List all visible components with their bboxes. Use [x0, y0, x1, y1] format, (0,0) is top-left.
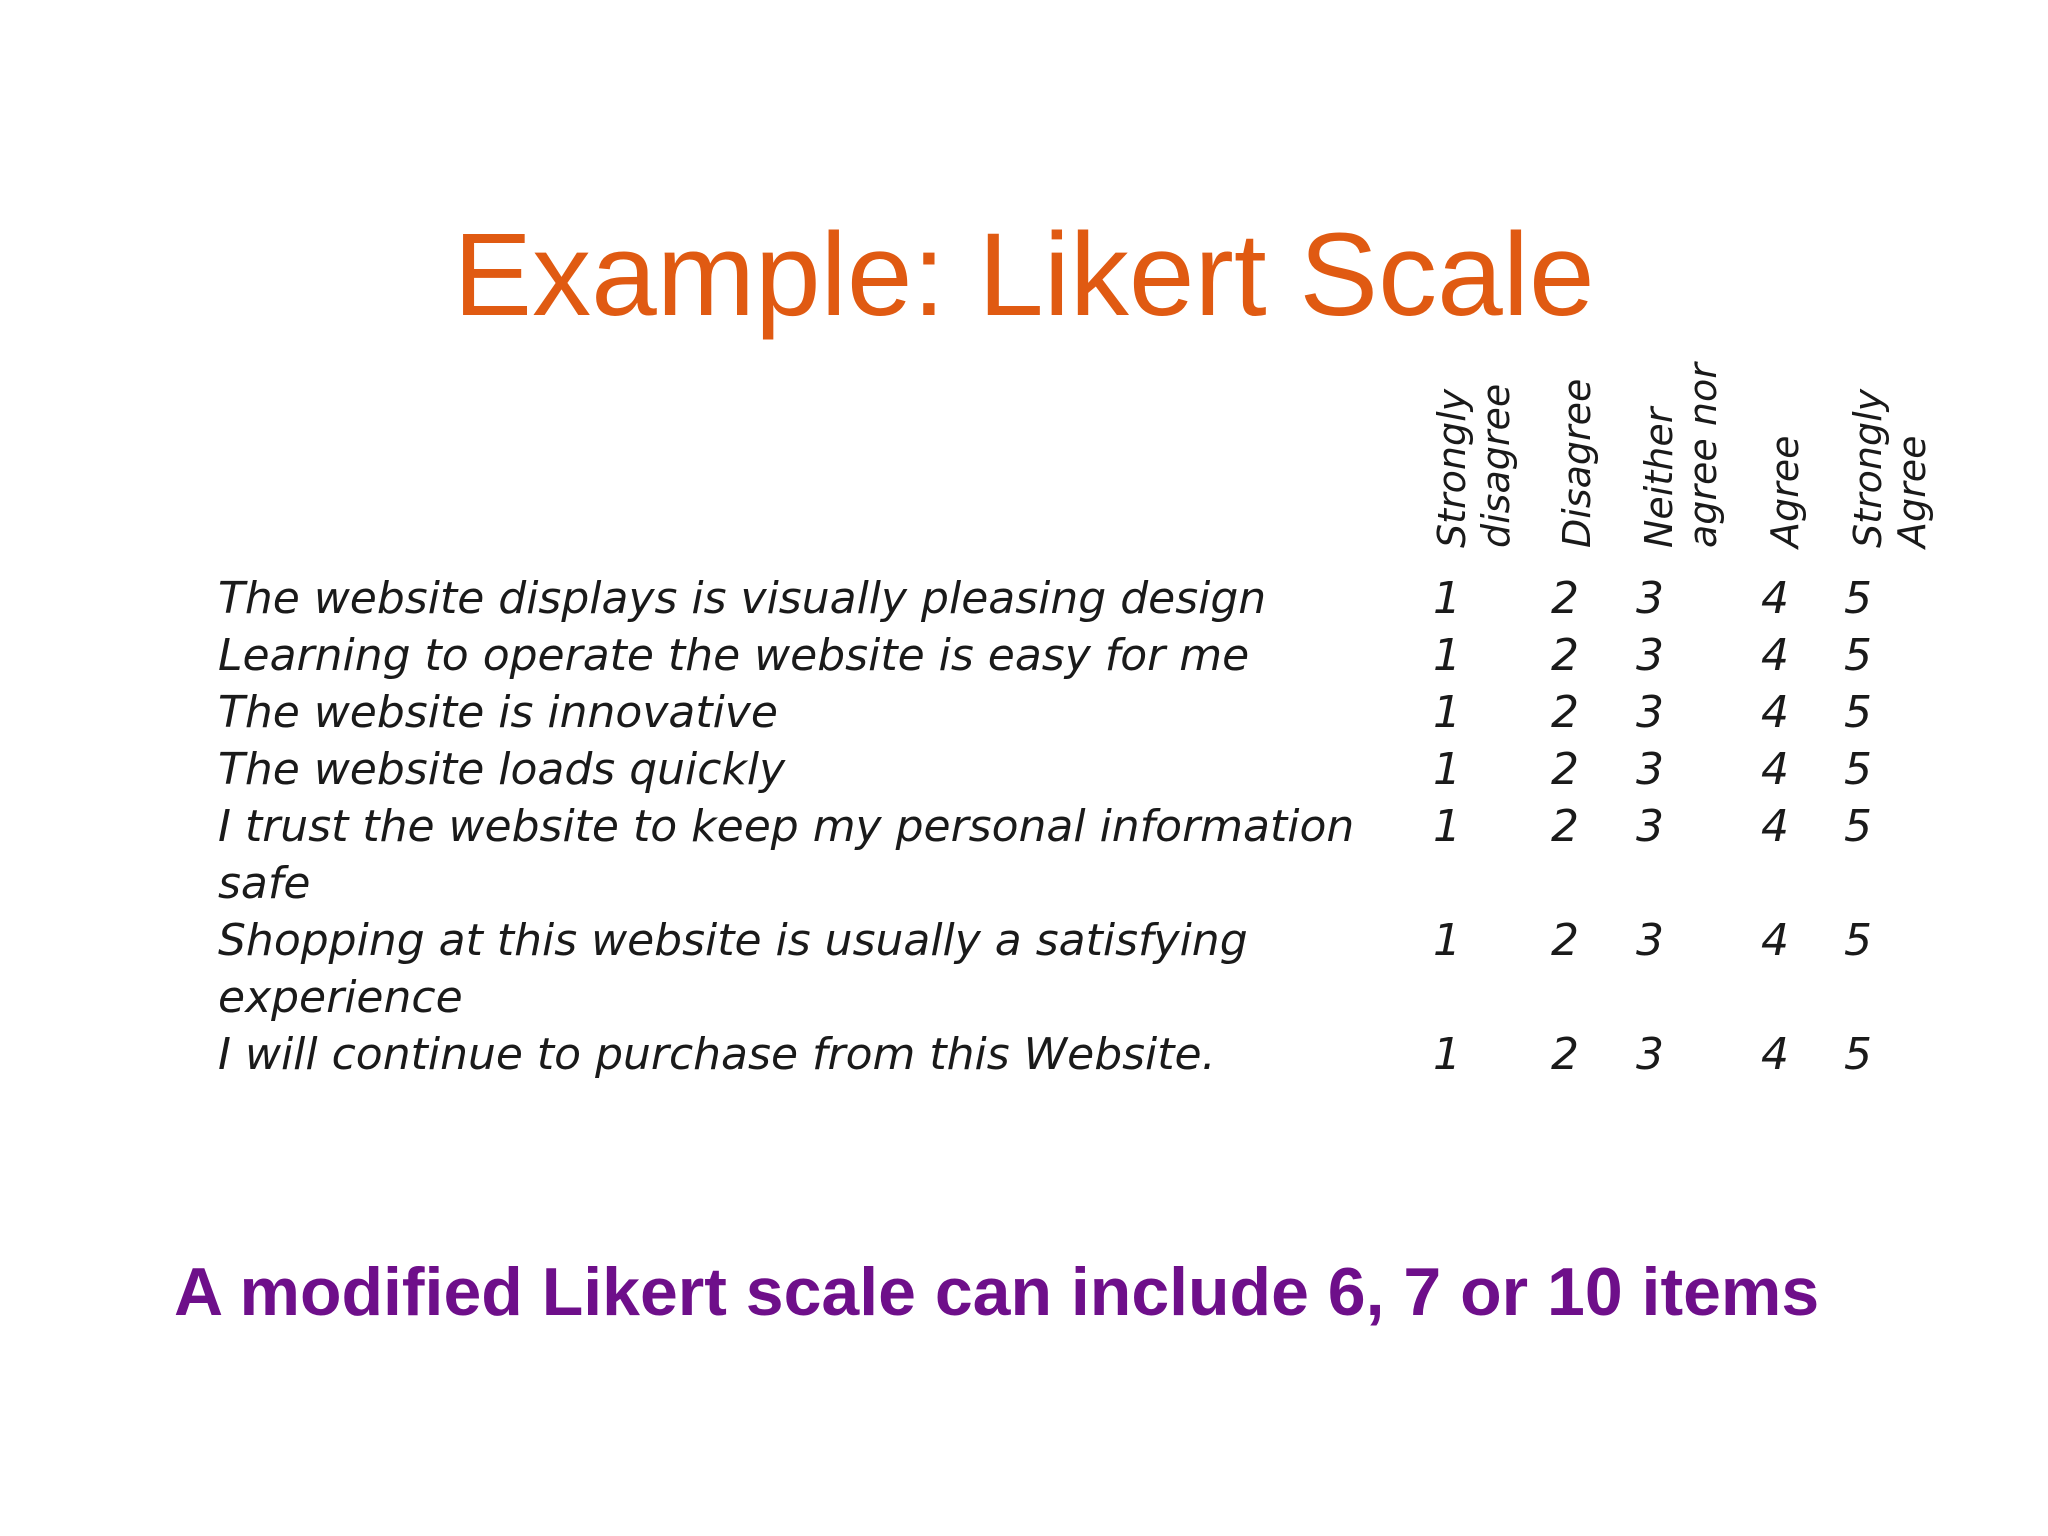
row-value-2: 2: [1551, 630, 1579, 681]
footer-note: A modified Likert scale can include 6, 7 or 10 items: [174, 1254, 1820, 1330]
row-value-1: 1: [1433, 630, 1461, 681]
header-disagree: Disagree: [1555, 378, 1599, 548]
table-row: [218, 627, 1938, 684]
row-value-2: 2: [1551, 915, 1579, 966]
row-value-3: 3: [1636, 801, 1664, 852]
row-value-1: 1: [1433, 1029, 1461, 1080]
row-value-1: 1: [1433, 915, 1461, 966]
row-value-3: 3: [1636, 744, 1664, 795]
table-row: [218, 798, 1938, 912]
header-strongly-agree: Strongly Agree: [1846, 388, 1934, 548]
row-value-5: 5: [1844, 915, 1872, 966]
row-value-2: 2: [1551, 687, 1579, 738]
row-value-1: 1: [1433, 801, 1461, 852]
header-agree: Agree: [1763, 435, 1807, 548]
row-statement: The website displays is visually pleasing design: [218, 573, 1267, 624]
row-value-4: 4: [1761, 687, 1789, 738]
slide-title: Example: Likert Scale: [453, 209, 1595, 341]
row-value-4: 4: [1761, 630, 1789, 681]
row-statement: I will continue to purchase from this Website.: [218, 1029, 1216, 1080]
row-value-2: 2: [1551, 801, 1579, 852]
row-value-1: 1: [1433, 744, 1461, 795]
row-value-5: 5: [1844, 573, 1872, 624]
table-row: [218, 912, 1938, 1026]
row-value-5: 5: [1844, 687, 1872, 738]
row-value-4: 4: [1761, 915, 1789, 966]
header-strongly-disagree: Strongly disagree: [1430, 383, 1518, 548]
table-row: [218, 1026, 1938, 1083]
row-statement: The website loads quickly: [218, 744, 786, 795]
table-row: [218, 570, 1938, 627]
row-value-5: 5: [1844, 1029, 1872, 1080]
row-statement: Learning to operate the website is easy for me: [218, 630, 1250, 681]
header-neither: Neither agree nor: [1637, 363, 1725, 548]
row-value-3: 3: [1636, 915, 1664, 966]
row-value-5: 5: [1844, 744, 1872, 795]
row-value-2: 2: [1551, 573, 1579, 624]
row-value-5: 5: [1844, 801, 1872, 852]
likert-table: [218, 570, 1938, 1083]
row-value-5: 5: [1844, 630, 1872, 681]
row-statement: The website is innovative: [218, 687, 778, 738]
row-value-3: 3: [1636, 573, 1664, 624]
row-value-4: 4: [1761, 744, 1789, 795]
row-value-2: 2: [1551, 744, 1579, 795]
row-value-3: 3: [1636, 687, 1664, 738]
row-value-3: 3: [1636, 630, 1664, 681]
table-row: [218, 684, 1938, 741]
row-statement: I trust the website to keep my personal information safe: [218, 801, 1355, 909]
row-value-1: 1: [1433, 687, 1461, 738]
table-row: [218, 741, 1938, 798]
scale-headers: [0, 0, 2048, 600]
row-value-4: 4: [1761, 573, 1789, 624]
row-value-3: 3: [1636, 1029, 1664, 1080]
row-value-1: 1: [1433, 573, 1461, 624]
row-statement: Shopping at this website is usually a satisfying experience: [218, 915, 1248, 1023]
row-value-4: 4: [1761, 801, 1789, 852]
row-value-2: 2: [1551, 1029, 1579, 1080]
row-value-4: 4: [1761, 1029, 1789, 1080]
